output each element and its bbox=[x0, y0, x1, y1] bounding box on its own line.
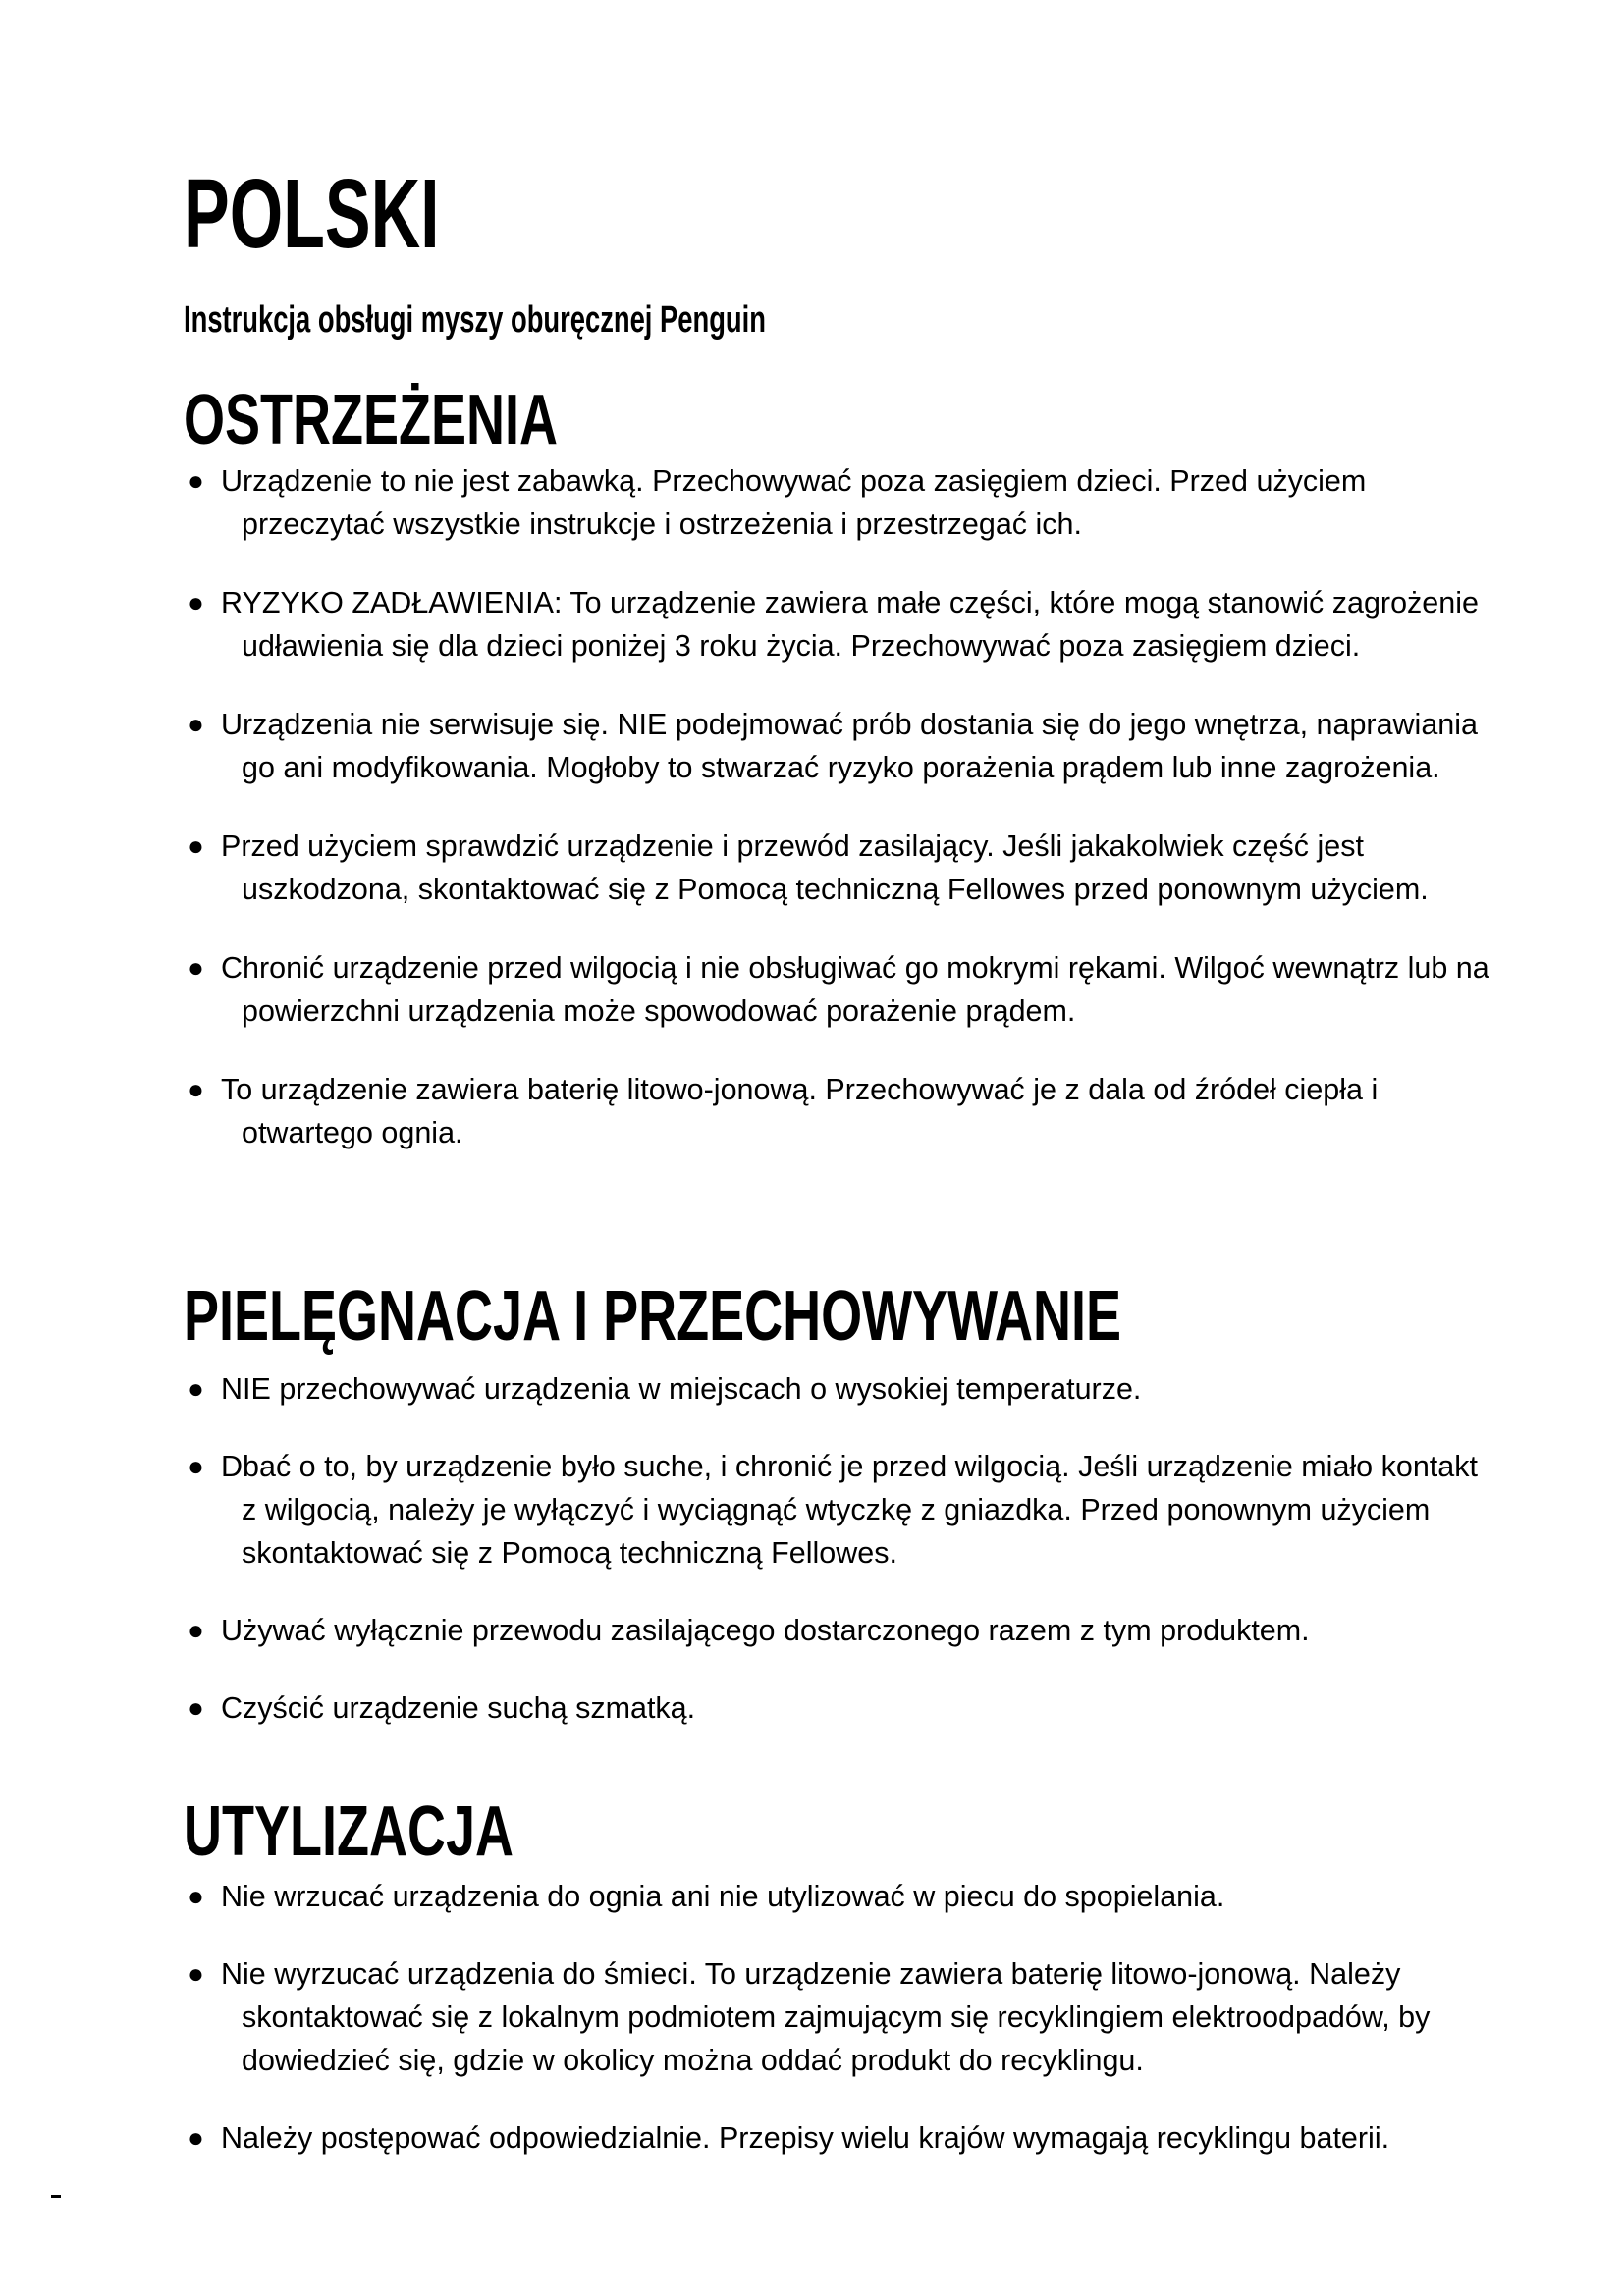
care-text: Używać wyłącznie przewodu zasilającego dostarczonego razem z tym produktem. bbox=[221, 1614, 1310, 1647]
list-item bbox=[184, 825, 1489, 911]
document-subtitle: Instrukcja obsługi myszy oburęcznej Penguin bbox=[184, 299, 766, 341]
warning-text: RYZYKO ZADŁAWIENIA: To urządzenie zawiera małe części, które mogą stanowić zagrożenie udławienia się dla dzieci poniżej 3 roku życia. Przechowywać poza zasięgiem dzieci. bbox=[221, 586, 1479, 663]
disposal-text: Nie wyrzucać urządzenia do śmieci. To urządzenie zawiera baterię litowo-jonową. Należy skontaktować się z lokalnym podmiotem zajmującym się recyklingiem elektroodpadów, by dowiedzieć się, gdzie w okolicy można oddać produkt do recyklingu. bbox=[221, 1957, 1431, 2077]
bullet-icon: ● bbox=[188, 952, 204, 983]
disposal-list bbox=[184, 1875, 1489, 2194]
list-item bbox=[184, 1068, 1489, 1154]
bullet-icon: ● bbox=[188, 465, 204, 496]
list-item bbox=[184, 581, 1489, 667]
list-item bbox=[184, 1609, 1489, 1652]
list-item bbox=[184, 459, 1489, 546]
warning-text: Przed użyciem sprawdzić urządzenie i przewód zasilający. Jeśli jakakolwiek część jest uszkodzona, skontaktować się z Pomocą techniczną Fellowes przed ponownym użyciem. bbox=[221, 829, 1429, 906]
disposal-text: Należy postępować odpowiedzialnie. Przepisy wielu krajów wymagają recyklingu baterii. bbox=[221, 2121, 1390, 2155]
care-text: NIE przechowywać urządzenia w miejscach o wysokiej temperaturze. bbox=[221, 1372, 1142, 1406]
list-item bbox=[184, 703, 1489, 789]
bullet-icon: ● bbox=[188, 1074, 204, 1104]
warning-text: Urządzenie to nie jest zabawką. Przechowywać poza zasięgiem dzieci. Przed użyciem przeczytać wszystkie instrukcje i ostrzeżenia i przestrzegać ich. bbox=[221, 464, 1367, 541]
warnings-heading: OSTRZEŻENIA bbox=[184, 381, 559, 459]
page-title: POLSKI bbox=[184, 159, 440, 269]
list-item bbox=[184, 2116, 1489, 2160]
bullet-icon: ● bbox=[188, 1451, 204, 1481]
warnings-list bbox=[184, 459, 1489, 1154]
list-item bbox=[184, 1686, 1489, 1730]
bullet-icon: ● bbox=[188, 1881, 204, 1911]
bullet-icon: ● bbox=[188, 1692, 204, 1723]
bullet-icon: ● bbox=[188, 1958, 204, 1989]
list-item bbox=[184, 1952, 1489, 2082]
care-heading: PIELĘGNACJA I PRZECHOWYWANIE bbox=[184, 1277, 1122, 1356]
list-item bbox=[184, 1445, 1489, 1575]
list-item bbox=[184, 1367, 1489, 1411]
page-mark bbox=[51, 2195, 61, 2198]
warning-text: Chronić urządzenie przed wilgocią i nie obsługiwać go mokrymi rękami. Wilgoć wewnątrz lub na powierzchni urządzenia może spowodować porażenie prądem. bbox=[221, 951, 1489, 1028]
care-list bbox=[184, 1367, 1489, 1764]
bullet-icon: ● bbox=[188, 830, 204, 861]
bullet-icon: ● bbox=[188, 1615, 204, 1645]
bullet-icon: ● bbox=[188, 2122, 204, 2153]
list-item bbox=[184, 946, 1489, 1033]
bullet-icon: ● bbox=[188, 709, 204, 739]
care-text: Czyścić urządzenie suchą szmatką. bbox=[221, 1691, 696, 1725]
care-text: Dbać o to, by urządzenie było suche, i chronić je przed wilgocią. Jeśli urządzenie miało kontakt z wilgocią, należy je wyłączyć i wyciągnąć wtyczkę z gniazdka. Przed ponownym użyciem skontaktować się z Pomocą techniczną Fellowes. bbox=[221, 1450, 1478, 1570]
list-item bbox=[184, 1875, 1489, 1918]
warning-text: To urządzenie zawiera baterię litowo-jonową. Przechowywać je z dala od źródeł ciepła i otwartego ognia. bbox=[221, 1073, 1379, 1149]
disposal-text: Nie wrzucać urządzenia do ognia ani nie utylizować w piecu do spopielania. bbox=[221, 1880, 1225, 1913]
warning-text: Urządzenia nie serwisuje się. NIE podejmować prób dostania się do jego wnętrza, naprawiania go ani modyfikowania. Mogłoby to stwarzać ryzyko porażenia prądem lub inne zagrożenia. bbox=[221, 708, 1479, 784]
disposal-heading: UTYLIZACJA bbox=[184, 1792, 514, 1871]
bullet-icon: ● bbox=[188, 1373, 204, 1404]
bullet-icon: ● bbox=[188, 587, 204, 617]
